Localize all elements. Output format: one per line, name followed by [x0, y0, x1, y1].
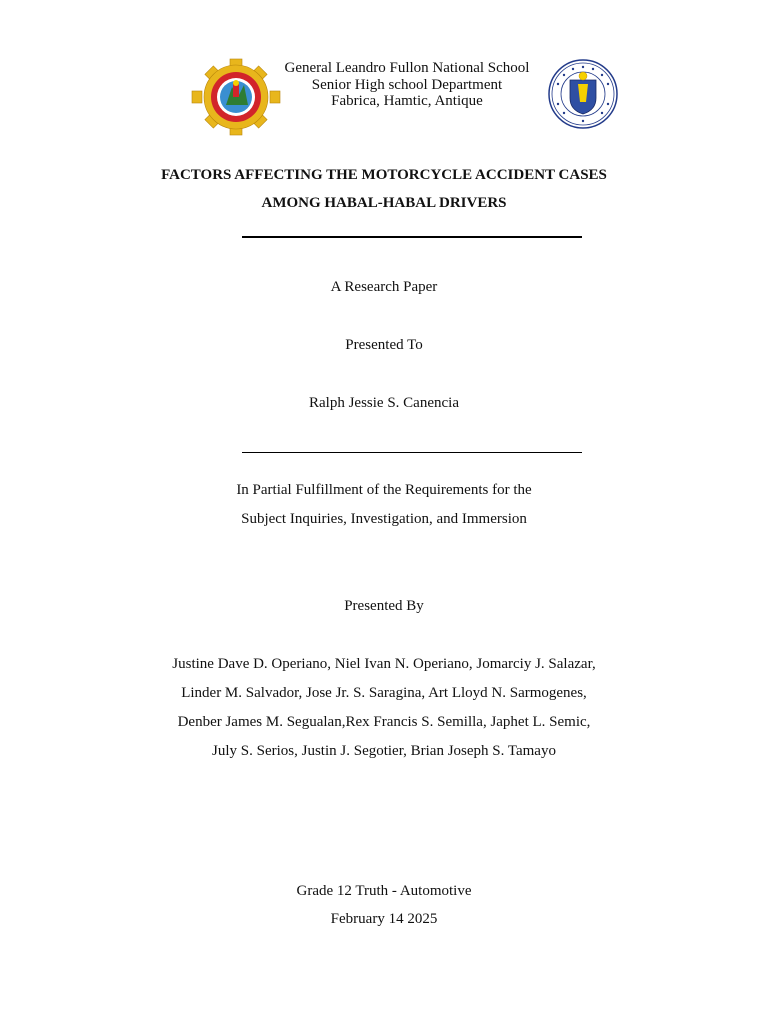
- authors-line: Denber James M. Segualan,Rex Francis S. Semilla, Japhet L. Semic,: [177, 714, 591, 730]
- presented-to-label: Presented To: [345, 337, 423, 353]
- fulfillment-line-1: In Partial Fulfillment of the Requirements for the: [236, 482, 532, 498]
- authors-line: July S. Serios, Justin J. Segotier, Brian Joseph S. Tamayo: [212, 743, 556, 759]
- authors-line: Linder M. Salvador, Jose Jr. S. Saragina, Art Lloyd N. Sarmogenes,: [181, 685, 587, 701]
- school-name: General Leandro Fullon National School: [284, 60, 530, 76]
- fulfillment-line-2: Subject Inquiries, Investigation, and Immersion: [241, 511, 527, 527]
- presented-to-name: Ralph Jessie S. Canencia: [309, 395, 459, 411]
- paper-title-line-1: FACTORS AFFECTING THE MOTORCYCLE ACCIDENT CASES: [161, 167, 607, 183]
- paper-title-line-2: AMONG HABAL-HABAL DRIVERS: [261, 195, 507, 211]
- presented-by-label: Presented By: [344, 598, 424, 614]
- authors-line: Justine Dave D. Operiano, Niel Ivan N. Operiano, Jomarciy J. Salazar,: [172, 656, 596, 672]
- date: February 14 2025: [330, 911, 438, 927]
- department-name: Senior High school Department: [311, 77, 503, 93]
- section-divider: [242, 452, 582, 453]
- paper-type: A Research Paper: [330, 279, 438, 295]
- school-address: Fabrica, Hamtic, Antique: [331, 93, 483, 109]
- deped-seal-logo: [545, 58, 621, 130]
- title-divider: [242, 236, 582, 238]
- grade-section: Grade 12 Truth - Automotive: [296, 883, 472, 899]
